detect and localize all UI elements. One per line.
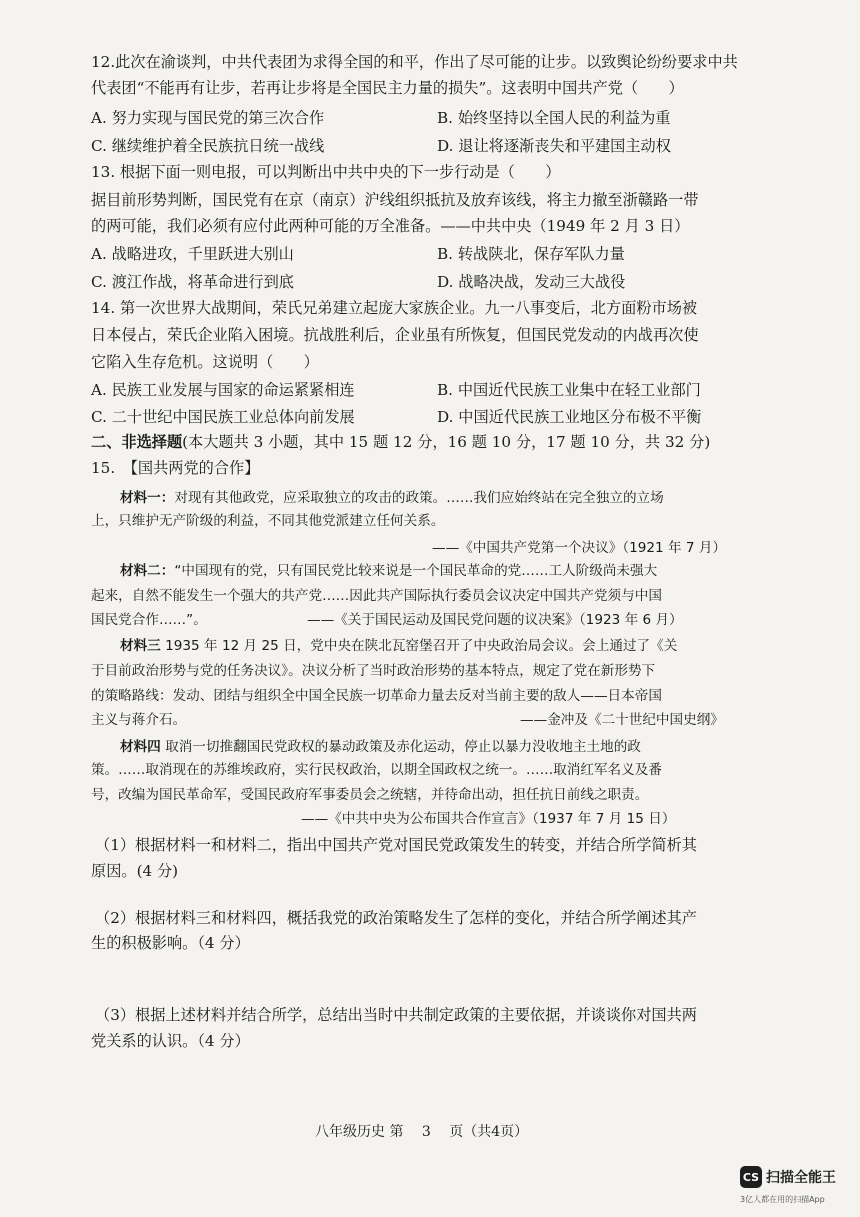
q13-option-d: D. 战略决战，发动三大战役 [437, 273, 626, 291]
q14-stem-line3: 它陷入生存危机。这说明（ ） [91, 353, 319, 371]
q15-sub3-line2: 党关系的认识。（4 分） [91, 1032, 250, 1050]
section2-title: 二、非选择题 [91, 433, 183, 451]
q15-material3-source: ——金冲及《二十世纪中国史纲》 [520, 712, 724, 728]
material3-text1-body: 1935 年 12 月 25 日，党中央在陕北瓦窑堡召开了中央政治局会议。会上通过了《关 [165, 638, 678, 654]
q12-option-b: B. 始终坚持以全国人民的利益为重 [437, 109, 671, 127]
camscanner-logo-icon: CS [740, 1166, 762, 1188]
section2-heading [91, 430, 710, 454]
material1-label: 材料一： [120, 490, 175, 506]
q15-sub2-line1: （2）根据材料三和材料四，概括我党的政治策略发生了怎样的变化，并结合所学阐述其产 [95, 909, 697, 927]
q15-sub1-line2: 原因。(4 分) [91, 862, 179, 880]
q15-material4-line1 [120, 735, 641, 759]
q15-material3-line4: 主义与蒋介石。 [91, 712, 187, 728]
q15-material1-line1 [120, 486, 664, 510]
q12-stem-line1: 12.此次在渝谈判，中共代表团为求得全国的和平，作出了尽可能的让步。以致舆论纷纷要求中共 [91, 53, 738, 71]
q15-material3-line2: 于目前政治形势与党的任务决议》。决议分析了当时政治形势的基本特点，规定了党在新形势下 [91, 663, 656, 679]
q14-option-d: D. 中国近代民族工业地区分布极不平衡 [437, 408, 702, 426]
q15-material4-line2: 策。……取消现在的苏维埃政府，实行民权政治，以期全国政权之统一。……取消红军名义及番 [91, 762, 662, 778]
q15-title: 15. 【国共两党的合作】 [91, 459, 260, 477]
page-footer: 八年级历史 第 3 页（共4页） [315, 1124, 529, 1140]
q14-option-a: A. 民族工业发展与国家的命运紧紧相连 [91, 381, 355, 399]
section2-note: (本大题共 3 小题，其中 15 题 12 分，16 题 10 分，17 题 10 分，共 32 分) [182, 433, 711, 451]
material3-label: 材料三 [120, 638, 161, 654]
q15-material3-line1 [120, 634, 677, 658]
q13-option-c: C. 渡江作战，将革命进行到底 [91, 273, 294, 291]
q13-telegram-line2: 的两可能，我们必须有应付此两种可能的万全准备。——中共中央（1949 年 2 月 3 日） [91, 217, 690, 235]
q15-sub1-line1: （1）根据材料一和材料二，指出中国共产党对国民党政策发生的转变，并结合所学简析其 [95, 836, 697, 854]
material1-text1: 对现有其他政党，应采取独立的攻击的政策。……我们应始终站在完全独立的立场 [174, 490, 664, 506]
q15-material3-line3: 的策略路线：发动、团结与组织全中国全民族一切革命力量去反对当前主要的敌人——日本帝国 [91, 688, 662, 704]
q15-material2-line2: 起来，自然不能发生一个强大的共产党……因此共产国际执行委员会议决定中国共产党须与中国 [91, 588, 662, 604]
q15-material1-source: ——《中国共产党第一个决议》（1921 年 7 月） [432, 540, 727, 556]
q12-option-a: A. 努力实现与国民党的第三次合作 [91, 109, 325, 127]
q15-material1-line2: 上，只维护无产阶级的利益，不同其他党派建立任何关系。 [91, 513, 445, 529]
q15-material2-line1 [120, 559, 657, 583]
q12-option-c: C. 继续维护着全民族抗日统一战线 [91, 137, 325, 155]
camscanner-watermark [740, 1166, 836, 1188]
camscanner-tagline: 3亿人都在用的扫描App [740, 1195, 825, 1204]
q13-telegram-line1: 据目前形势判断，国民党有在京（南京）沪线组织抵抗及放弃该线，将主力撤至浙赣路一带 [91, 191, 699, 209]
q15-material2-source: ——《关于国民运动及国民党问题的议决案》（1923 年 6 月） [307, 612, 683, 628]
q12-option-d: D. 退让将逐渐丧失和平建国主动权 [437, 137, 671, 155]
q14-option-c: C. 二十世纪中国民族工业总体向前发展 [91, 408, 355, 426]
q13-stem: 13. 根据下面一则电报，可以判断出中共中央的下一步行动是（ ） [91, 163, 561, 181]
q14-stem-line2: 日本侵占，荣氏企业陷入困境。抗战胜利后，企业虽有所恢复，但国民党发动的内战再次使 [91, 326, 699, 344]
camscanner-name: 扫描全能王 [766, 1170, 836, 1186]
material4-text1: 取消一切推翻国民党政权的暴动政策及赤化运动，停止以暴力没收地主土地的政 [165, 739, 641, 755]
q15-material2-line3: 国民党合作……”。 [91, 612, 207, 628]
q15-material4-source: ——《中共中央为公布国共合作宣言》（1937 年 7 月 15 日） [301, 811, 676, 827]
q14-option-b: B. 中国近代民族工业集中在轻工业部门 [437, 381, 701, 399]
q13-option-a: A. 战略进攻，千里跃进大别山 [91, 245, 294, 263]
q14-stem-line1: 14. 第一次世界大战期间，荣氏兄弟建立起庞大家族企业。九一八事变后，北方面粉市场被 [91, 299, 698, 317]
material4-label: 材料四 [120, 739, 161, 755]
q12-stem-line2: 代表团“不能再有让步，若再让步将是全国民主力量的损失”。这表明中国共产党（ ） [91, 79, 684, 97]
material2-label: 材料二： [120, 563, 175, 579]
q15-sub3-line1: （3）根据上述材料并结合所学，总结出当时中共制定政策的主要依据，并谈谈你对国共两 [95, 1006, 697, 1024]
q13-option-b: B. 转战陕北，保存军队力量 [437, 245, 625, 263]
q15-material4-line3: 号，改编为国民革命军，受国民政府军事委员会之统辖，并待命出动，担任抗日前线之职责。 [91, 787, 649, 803]
material2-text1: “中国现有的党，只有国民党比较来说是一个国民革命的党……工人阶级尚未强大 [174, 563, 658, 579]
q15-sub2-line2: 生的积极影响。（4 分） [91, 934, 250, 952]
